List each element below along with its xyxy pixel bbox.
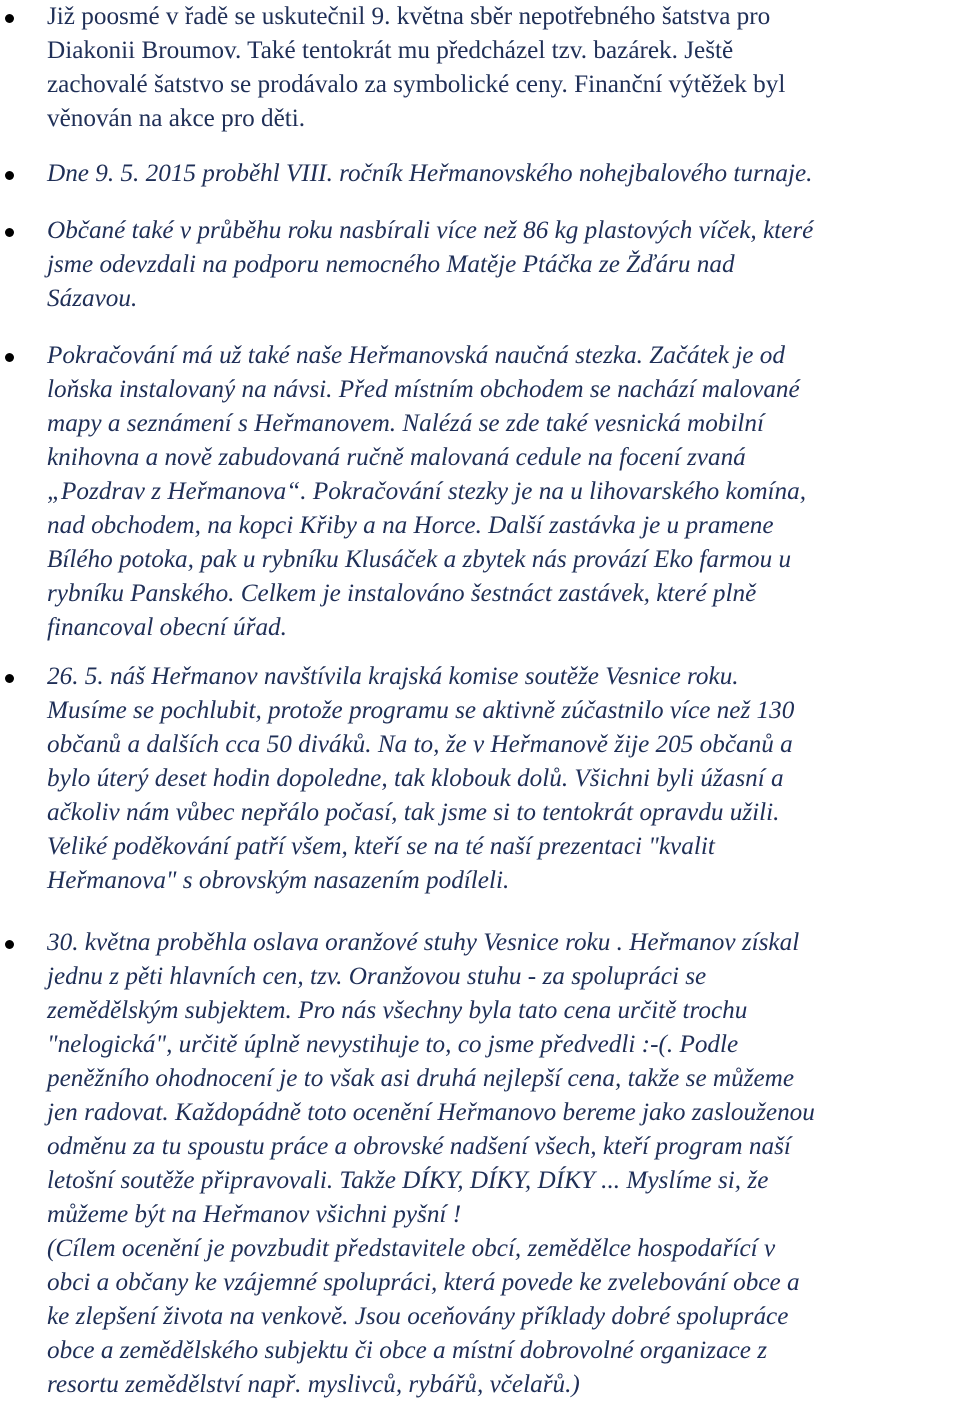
text-line: mapy a seznámení s Heřmanovem. Nalézá se zde také vesnická mobilní bbox=[47, 410, 764, 437]
text-line: můžeme být na Heřmanov všichni pyšní ! bbox=[47, 1201, 462, 1228]
text-line: (Cílem ocenění je povzbudit představitele obcí, zemědělce hospodařící v bbox=[47, 1235, 776, 1262]
text-line: ke zlepšení života na venkově. Jsou oceňovány příklady dobré spolupráce bbox=[47, 1303, 789, 1330]
text-line: knihovna a nově zabudovaná ručně malovaná cedule na focení zvaná bbox=[47, 444, 746, 471]
text-line: 26. 5. náš Heřmanov navštívila krajská komise soutěže Vesnice roku. bbox=[47, 663, 739, 690]
paragraph bbox=[47, 926, 960, 1402]
text-line: rybníku Panského. Celkem je instalováno šestnáct zastávek, které plně bbox=[47, 580, 757, 607]
text-line: Diakonii Broumov. Také tentokrát mu předcházel tzv. bazárek. Ještě bbox=[47, 37, 734, 64]
text-line: "nelogická", určitě úplně nevystihuje to, co jsme předvedli :-(. Podle bbox=[47, 1031, 739, 1058]
paragraph bbox=[47, 0, 960, 136]
text-line: Musíme se pochlubit, protože programu se aktivně zúčastnilo více než 130 bbox=[47, 697, 795, 724]
text-line: resortu zemědělství např. myslivců, rybářů, včelařů.) bbox=[47, 1371, 580, 1398]
text-line: obci a občany ke vzájemné spolupráci, která povede ke zvelebování obce a bbox=[47, 1269, 800, 1296]
bullet-icon bbox=[5, 228, 14, 237]
text-line: Heřmanova" s obrovským nasazením podíleli. bbox=[47, 867, 510, 894]
text-line: Občané také v průběhu roku nasbírali více než 86 kg plastových víček, které bbox=[47, 217, 814, 244]
text-line: Veliké poděkování patří všem, kteří se na té naší prezentaci "kvalit bbox=[47, 833, 715, 860]
text-line: bylo úterý deset hodin dopoledne, tak klobouk dolů. Všichni byli úžasní a bbox=[47, 765, 784, 792]
text-line: Již poosmé v řadě se uskutečnil 9. května sběr nepotřebného šatstva pro bbox=[47, 3, 771, 30]
text-line: 30. května proběhla oslava oranžové stuhy Vesnice roku . Heřmanov získal bbox=[47, 929, 800, 956]
text-line: peněžního ohodnocení je to však asi druhá nejlepší cena, takže se můžeme bbox=[47, 1065, 795, 1092]
text-line: jen radovat. Každopádně toto ocenění Heřmanovo bereme jako zaslouženou bbox=[47, 1099, 815, 1126]
bullet-icon bbox=[5, 674, 14, 683]
text-line: ačkoliv nám vůbec nepřálo počasí, tak jsme si to tentokrát opravdu užili. bbox=[47, 799, 780, 826]
paragraph bbox=[47, 339, 960, 645]
text-line: Bílého potoka, pak u rybníku Klusáček a zbytek nás provází Eko farmou u bbox=[47, 546, 792, 573]
bullet-icon bbox=[5, 14, 14, 23]
text-line: Sázavou. bbox=[47, 285, 138, 312]
text-line: občanů a dalších cca 50 diváků. Na to, že v Heřmanově žije 205 občanů a bbox=[47, 731, 793, 758]
text-line: zemědělským subjektem. Pro nás všechny byla tato cena určitě trochu bbox=[47, 997, 748, 1024]
paragraph bbox=[47, 660, 960, 898]
text-line: letošní soutěže připravovali. Takže DÍKY, DÍKY, DÍKY ... Myslíme si, že bbox=[47, 1167, 769, 1194]
text-line: odměnu za tu spoustu práce a obrovské nadšení všech, kteří program naší bbox=[47, 1133, 791, 1160]
paragraph bbox=[47, 157, 960, 191]
text-line: obce a zemědělského subjektu či obce a místní dobrovolné organizace z bbox=[47, 1337, 767, 1364]
text-line: jednu z pěti hlavních cen, tzv. Oranžovou stuhu - za spolupráci se bbox=[47, 963, 707, 990]
text-line: jsme odevzdali na podporu nemocného Matěje Ptáčka ze Žďáru nad bbox=[47, 251, 735, 278]
text-line: zachovalé šatstvo se prodávalo za symbolické ceny. Finanční výtěžek byl bbox=[47, 71, 786, 98]
text-line: Dne 9. 5. 2015 proběhl VIII. ročník Heřmanovského nohejbalového turnaje. bbox=[47, 160, 813, 187]
bullet-icon bbox=[5, 353, 14, 362]
text-line: „Pozdrav z Heřmanova“. Pokračování stezky je na u lihovarského komína, bbox=[47, 478, 806, 505]
bullet-icon bbox=[5, 940, 14, 949]
bullet-icon bbox=[5, 171, 14, 180]
text-line: loňska instalovaný na návsi. Před místním obchodem se nachází malované bbox=[47, 376, 800, 403]
text-line: financoval obecní úřad. bbox=[47, 614, 287, 641]
text-line: Pokračování má už také naše Heřmanovská naučná stezka. Začátek je od bbox=[47, 342, 785, 369]
text-line: nad obchodem, na kopci Křiby a na Horce. Další zastávka je u pramene bbox=[47, 512, 774, 539]
paragraph bbox=[47, 214, 960, 316]
text-line: věnován na akce pro děti. bbox=[47, 105, 306, 132]
